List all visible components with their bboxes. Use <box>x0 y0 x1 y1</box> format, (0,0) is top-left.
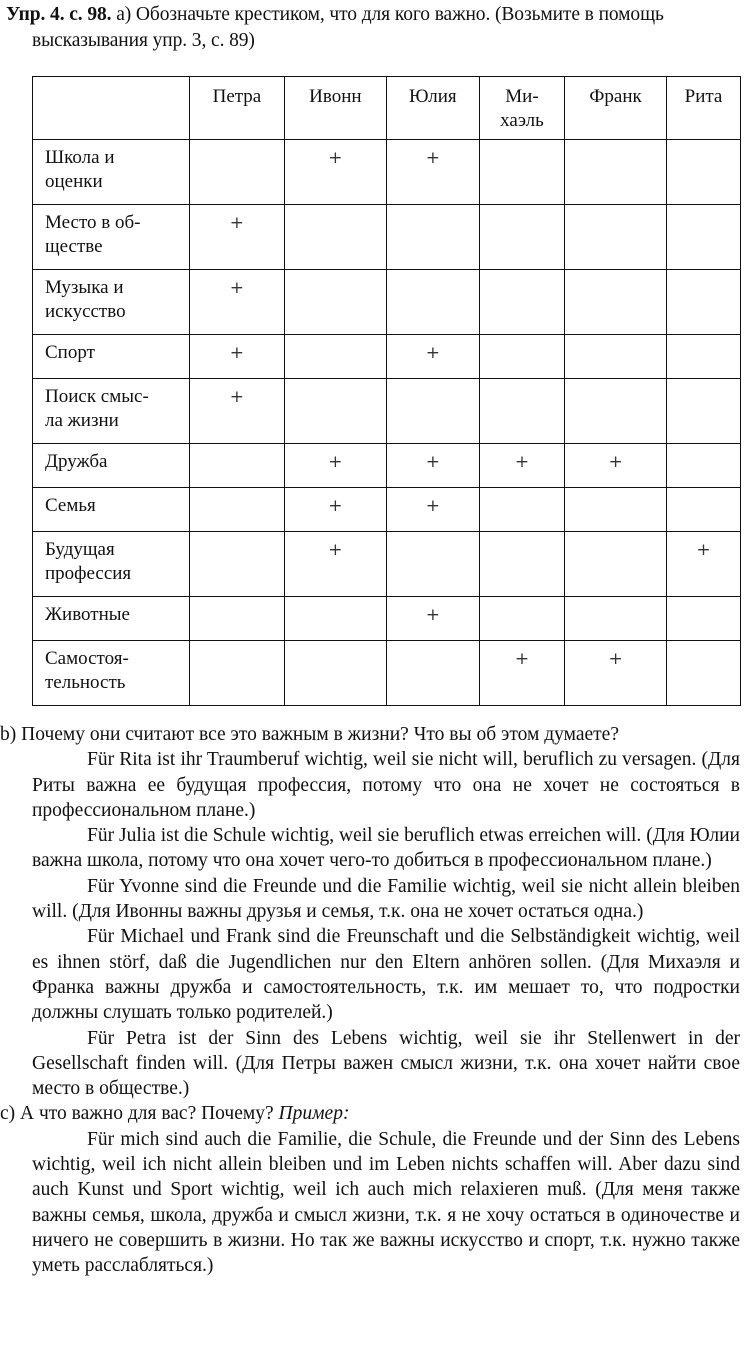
table-row <box>33 488 741 532</box>
row-topic: Будущая профессия <box>33 532 190 597</box>
row-topic: Поиск смыс- ла жизни <box>33 379 190 444</box>
row-topic: Самостоя- тельность <box>33 641 190 706</box>
mark-cell <box>667 335 741 379</box>
mark-cell: + <box>190 270 285 335</box>
mark-cell: + <box>565 641 667 706</box>
table-header-row <box>33 77 741 140</box>
mark-cell <box>565 205 667 270</box>
mark-cell <box>565 597 667 641</box>
column-header: Ми- хаэль <box>479 77 564 140</box>
mark-cell: + <box>284 444 386 488</box>
row-topic: Музыка и искусство <box>33 270 190 335</box>
mark-cell: + <box>667 532 741 597</box>
mark-cell <box>667 444 741 488</box>
mark-cell: + <box>190 335 285 379</box>
mark-cell <box>565 335 667 379</box>
mark-cell: + <box>479 641 564 706</box>
mark-cell <box>190 532 285 597</box>
mark-cell <box>565 488 667 532</box>
mark-cell <box>667 270 741 335</box>
mark-cell: + <box>386 488 479 532</box>
mark-cell: + <box>284 488 386 532</box>
mark-cell: + <box>386 444 479 488</box>
mark-cell: + <box>386 140 479 205</box>
mark-cell: + <box>284 532 386 597</box>
mark-cell: + <box>565 444 667 488</box>
answer-paragraph: Für Michael und Frank sind die Freunschaft und die Selbständigkeit wichtig, weil es ihnen störf, daß die Jugendlichen nur den Eltern anhören sollen. (Для Михаэля и Франка важны дружба и самостоятельность, т.к. им мешает то, что подростки должны слушать только родителей.) <box>32 926 740 1024</box>
mark-cell: + <box>190 205 285 270</box>
row-topic: Место в об- ществе <box>33 205 190 270</box>
table-row <box>33 205 741 270</box>
mark-cell <box>667 488 741 532</box>
row-topic: Дружба <box>33 444 190 488</box>
exercise-reference: Упр. 4. с. 98. <box>6 4 112 25</box>
mark-cell <box>386 532 479 597</box>
mark-cell <box>565 532 667 597</box>
mark-cell <box>190 140 285 205</box>
mark-cell <box>565 270 667 335</box>
table-corner-cell <box>33 77 190 140</box>
answer-paragraph: Für Julia ist die Schule wichtig, weil sie beruflich etwas erreichen will. (Для Юлии важна школа, потому что она хочет чего-то добиться в профессиональном плане.) <box>32 825 740 872</box>
mark-cell <box>565 379 667 444</box>
mark-cell <box>667 205 741 270</box>
mark-cell <box>479 532 564 597</box>
table-row <box>33 140 741 205</box>
task-c-question-line <box>0 1101 740 1126</box>
answer-paragraph: Für Rita ist ihr Traumberuf wichtig, weil sie nicht will, beruflich zu versagen. (Для Риты важна ее будущая профессия, потому что она не хочет не состояться в профессиональном плане.) <box>32 749 740 821</box>
mark-cell <box>479 335 564 379</box>
answer-paragraph: Für Petra ist der Sinn des Lebens wichtig, weil sie ihr Stellenwert in der Gesellschaft finden will. (Для Петры важен смысл жизни, т.к. она хочет найти свое место в обществе.) <box>32 1027 740 1100</box>
mark-cell: + <box>386 335 479 379</box>
column-header: Рита <box>667 77 741 140</box>
table-row <box>33 444 741 488</box>
mark-cell <box>284 270 386 335</box>
table-row <box>33 597 741 641</box>
mark-cell <box>284 335 386 379</box>
mark-cell <box>479 270 564 335</box>
example-label: Пример: <box>278 1103 350 1125</box>
mark-cell <box>190 597 285 641</box>
mark-cell <box>667 641 741 706</box>
table-body <box>33 140 741 706</box>
mark-cell <box>284 641 386 706</box>
mark-cell <box>386 641 479 706</box>
column-header: Петра <box>190 77 285 140</box>
mark-cell <box>386 270 479 335</box>
mark-cell <box>386 205 479 270</box>
row-topic: Животные <box>33 597 190 641</box>
mark-cell <box>479 379 564 444</box>
answer-text <box>0 722 740 1279</box>
table-row <box>33 532 741 597</box>
mark-cell: + <box>386 597 479 641</box>
mark-cell <box>667 379 741 444</box>
table-row <box>33 641 741 706</box>
table-row <box>33 270 741 335</box>
row-topic: Школа и оценки <box>33 140 190 205</box>
mark-cell: + <box>190 379 285 444</box>
column-header: Юлия <box>386 77 479 140</box>
task-b-question: b) Почему они считают все это важным в жизни? Что вы об этом думаете? <box>0 724 619 745</box>
mark-cell <box>479 597 564 641</box>
task-c-question: с) А что важно для вас? Почему? <box>0 1103 274 1125</box>
mark-cell <box>667 597 741 641</box>
column-header: Франк <box>565 77 667 140</box>
mark-cell <box>479 488 564 532</box>
mark-cell <box>190 641 285 706</box>
mark-cell <box>386 379 479 444</box>
example-paragraph: Für mich sind auch die Familie, die Schule, die Freunde und der Sinn des Lebens wichtig, weil ich nicht allein bleiben und im Leben nichts schaffen will. Aber dazu sind auch Kunst und Sport wichtig, weil ich auch mich relaxieren muß. (Для меня также важны семья, школа, дружба и смысл жизни, т.к. я не хочу остаться в одиночестве и ничего не совершить в жизни. Но так же важны искусство и спорт, т.к. нужно также уметь расслабляться.) <box>32 1128 740 1277</box>
mark-cell: + <box>479 444 564 488</box>
row-topic: Спорт <box>33 335 190 379</box>
mark-cell <box>190 488 285 532</box>
answer-paragraph: Für Yvonne sind die Freunde und die Familie wichtig, weil sie nicht allein bleiben will. (Для Ивонны важны друзья и семья, т.к. она не хочет остаться одна.) <box>32 875 740 923</box>
mark-cell <box>284 597 386 641</box>
mark-cell <box>479 205 564 270</box>
importance-table <box>32 76 741 706</box>
mark-cell <box>479 140 564 205</box>
row-topic: Семья <box>33 488 190 532</box>
table-row <box>33 335 741 379</box>
mark-cell <box>667 140 741 205</box>
mark-cell <box>190 444 285 488</box>
mark-cell <box>284 379 386 444</box>
column-header: Ивонн <box>284 77 386 140</box>
mark-cell <box>284 205 386 270</box>
task-a-instruction: а) Обозначьте крестиком, что для кого важно. (Возьмите в помощь высказывания упр. 3, с. 89) <box>32 4 664 51</box>
table-row <box>33 379 741 444</box>
mark-cell <box>565 140 667 205</box>
mark-cell: + <box>284 140 386 205</box>
exercise-heading <box>6 2 756 54</box>
